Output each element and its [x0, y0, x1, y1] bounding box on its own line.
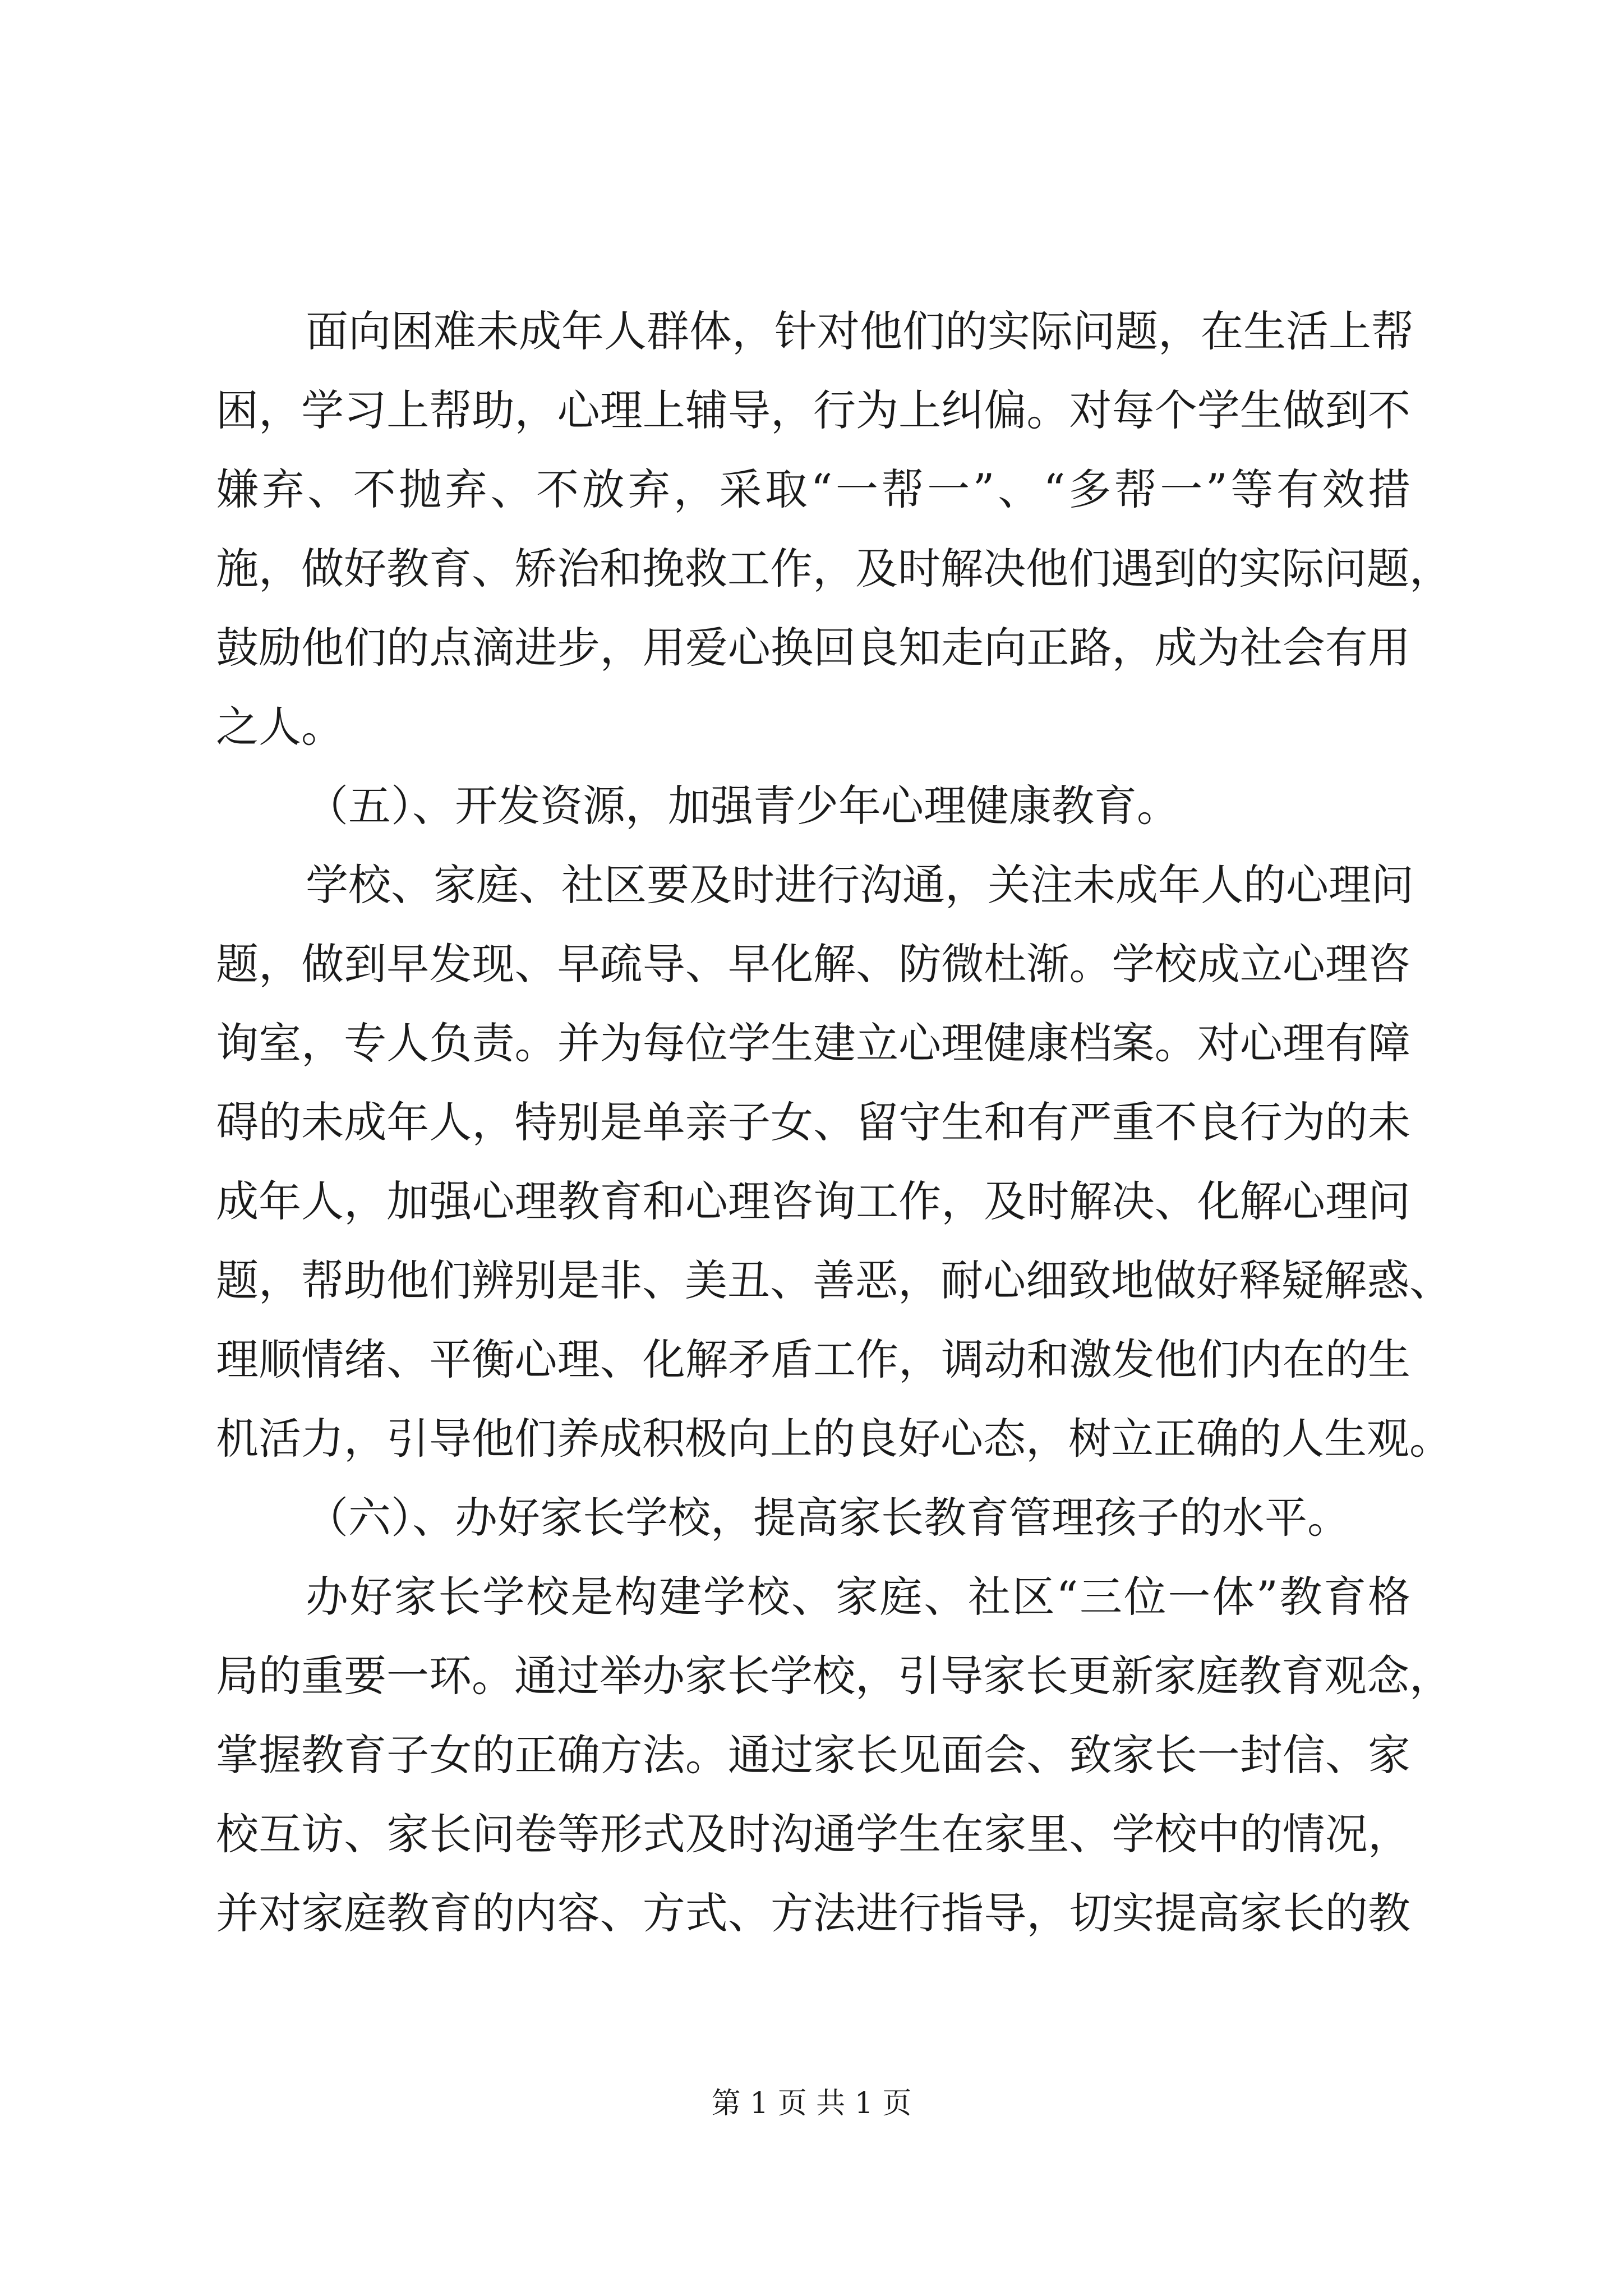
section-heading: （五）、开发资源，加强青少年心理健康教育。 [306, 781, 1179, 831]
text-line: 掌握教育子女的正确方法。通过家长见面会、致家长一封信、家 [216, 1730, 1410, 1780]
section-heading: （六）、办好家长学校，提高家长教育管理孩子的水平。 [306, 1493, 1350, 1543]
text-line: 局的重要一环。通过举办家长学校，引导家长更新家庭教育观念， [216, 1651, 1452, 1701]
text-line: 机活力，引导他们养成积极向上的良好心态，树立正确的人生观。 [216, 1414, 1452, 1464]
text-line: 面向困难未成年人群体，针对他们的实际问题，在生活上帮 [306, 306, 1414, 356]
text-line: 办好家长学校是构建学校、家庭、社区“三位一体”教育格 [306, 1572, 1410, 1622]
document-body [216, 292, 1452, 1953]
text-line: 校互访、家长问卷等形式及时沟通学生在家里、学校中的情况， [216, 1809, 1410, 1859]
page-number-label: 第 1 页 共 1 页 [711, 2087, 912, 2120]
text-line: 困，学习上帮助，心理上辅导，行为上纠偏。对每个学生做到不 [216, 385, 1410, 435]
text-line: 之人。 [216, 702, 344, 752]
text-line: 询室，专人负责。并为每位学生建立心理健康档案。对心理有障 [216, 1018, 1410, 1068]
text-line: 理顺情绪、平衡心理、化解矛盾工作，调动和激发他们内在的生 [216, 1335, 1410, 1384]
page-footer [0, 2084, 1623, 2123]
text-line: 施，做好教育、矫治和挽救工作，及时解决他们遇到的实际问题， [216, 544, 1452, 593]
text-line: 并对家庭教育的内容、方式、方法进行指导，切实提高家长的教 [216, 1888, 1410, 1938]
text-line: 成年人，加强心理教育和心理咨询工作，及时解决、化解心理问 [216, 1176, 1410, 1226]
text-line: 题，做到早发现、早疏导、早化解、防微杜渐。学校成立心理咨 [216, 939, 1410, 989]
text-line: 学校、家庭、社区要及时进行沟通，关注未成年人的心理问 [306, 860, 1414, 910]
text-line: 碍的未成年人，特别是单亲子女、留守生和有严重不良行为的未 [216, 1097, 1410, 1147]
text-line: 鼓励他们的点滴进步，用爱心换回良知走向正路，成为社会有用 [216, 623, 1410, 673]
text-line: 题，帮助他们辨别是非、美丑、善恶，耐心细致地做好释疑解惑、 [216, 1255, 1452, 1305]
text-line: 嫌弃、不抛弃、不放弃，采取“一帮一”、“多帮一”等有效措 [216, 464, 1410, 514]
